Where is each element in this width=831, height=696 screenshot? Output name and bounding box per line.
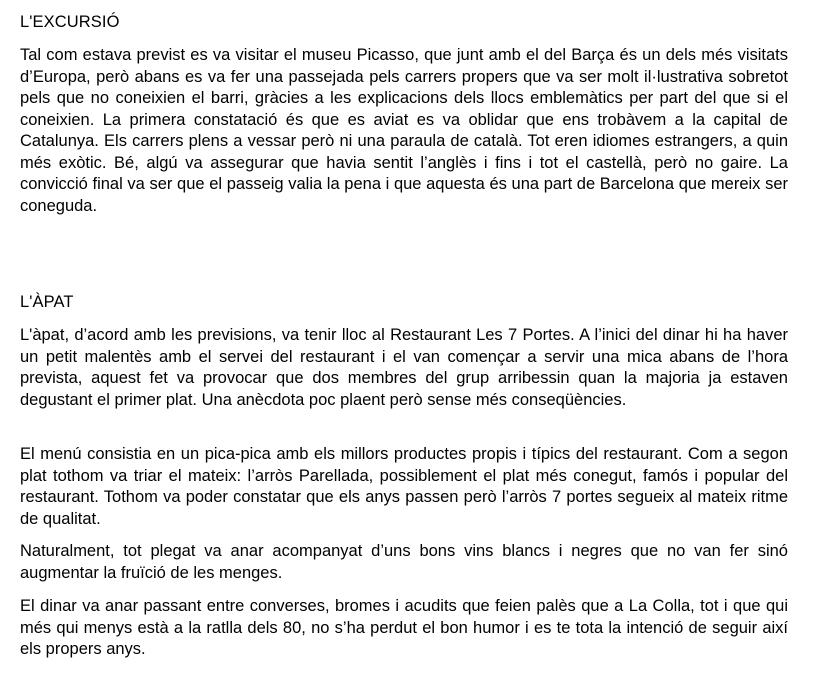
apat-paragraph-3: Naturalment, tot plegat va anar acompanyat d’uns bons vins blancs i negres que no van fer sinó augmentar la fruïció de les menges. — [20, 542, 788, 582]
apat-paragraph-1: L'àpat, d’acord amb les previsions, va tenir lloc al Restaurant Les 7 Portes. A l’inici del dinar hi ha haver un petit malentès amb el servei del restaurant i el van començar a servir una mica abans de l’hora prevista, aquest fet va provocar que dos membres del grup arribessin quan la majoria ja estaven degustant el primer plat. Una anècdota poc plaent però sense més conseqüències. — [20, 326, 788, 409]
apat-paragraph-2: El menú consistia en un pica-pica amb els millors productes propis i típics del restaurant. Com a segon plat tothom va triar el mateix: l’arròs Parellada, possiblement el plat més conegut, famós i popular del restaurant. Tothom va poder constatar que els anys passen però l’arròs 7 portes segueix al mateix ritme de qualitat. — [20, 445, 788, 528]
excursio-paragraph: Tal com estava previst es va visitar el museu Picasso, que junt amb el del Barça és un dels més visitats d’Europa, però abans es va fer una passejada pels carrers propers que va ser molt il·lustrativa sobretot pels que no coneixien el barri, gràcies a les explicacions dels llocs emblemàtics per part del que si el coneixien. La primera constatació és que es aviat es va oblidar que ens trobàvem a la capital de Catalunya. Els carrers plens a vessar però ni una paraula de català. Tot eren idiomes estrangers, a quin més exòtic. Bé, algú va assegurar que havia sentit l’anglès i fins i tot el castellà, però no gaire. La convicció final va ser que el passeig valia la pena i que aquesta és una part de Barcelona que mereix ser coneguda. — [20, 46, 788, 215]
section-heading-apat: L'ÀPAT — [20, 293, 74, 311]
section-heading-excursio: L'EXCURSIÓ — [20, 13, 120, 31]
apat-paragraph-4: El dinar va anar passant entre converses, bromes i acudits que feien palès que a La Colla, tot i que qui més qui menys està a la ratlla dels 80, no s’ha perdut el bon humor i es te tota la intenció de seguir així els propers anys. — [20, 597, 788, 658]
